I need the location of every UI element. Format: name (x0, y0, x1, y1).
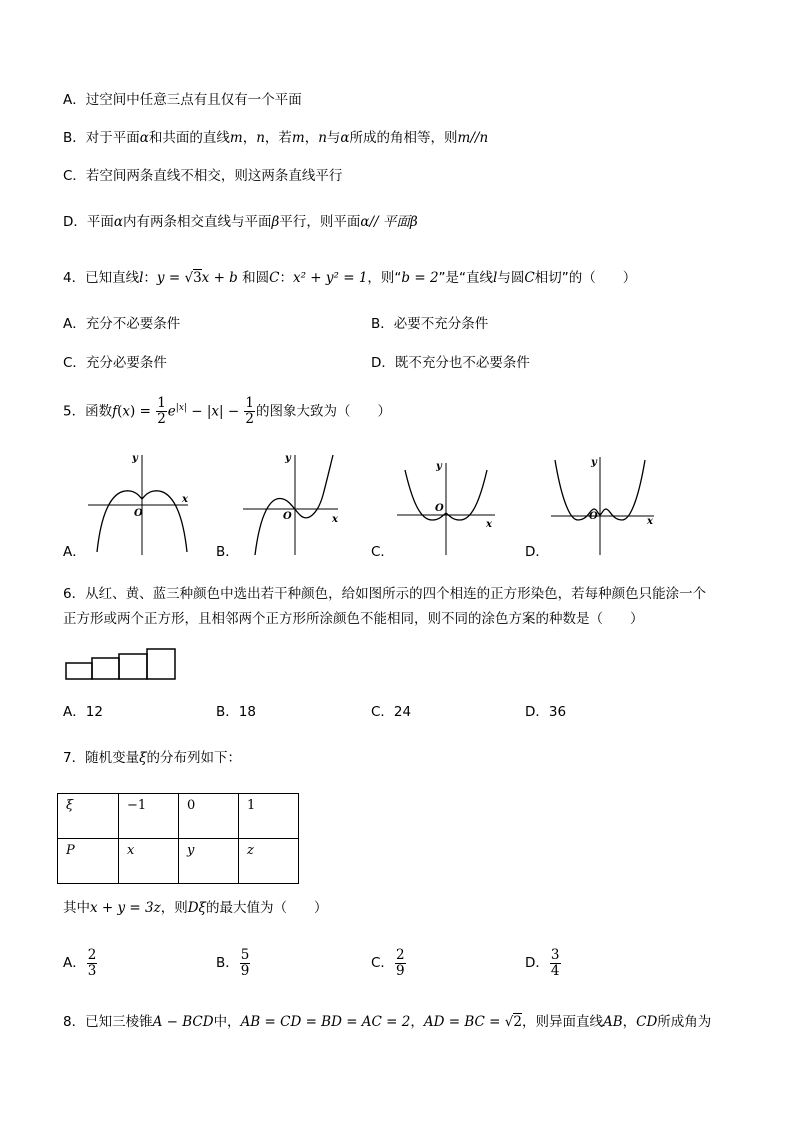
graph-d (551, 457, 654, 555)
q6-option-b: B．18 (216, 704, 256, 720)
graph-c-y-label: y (436, 461, 442, 472)
q7-option-b: B． $\frac{5}{9}$ (216, 946, 250, 979)
q3-option-c: C．若空间两条直线不相交，则这两条直线平行 (63, 168, 343, 184)
square-2 (92, 658, 119, 679)
q5-option-c-label: C． (371, 544, 394, 560)
q5-option-b-label: B． (216, 544, 239, 560)
graph-a-y-label: y (132, 453, 138, 464)
q5-stem: 5．函数f(x) = $\frac{1}{2}$ $e^{|x|} - |x|$ − $\frac{1}{2}$ 的图象大致为（ ） (63, 395, 392, 427)
table-cell: z (239, 839, 299, 884)
graph-c (397, 461, 495, 555)
graph-d-origin: O (589, 511, 598, 522)
graph-a-origin: O (134, 508, 143, 519)
q6-option-c: C．24 (371, 704, 412, 720)
q6-stem-line1: 6．从红、黄、蓝三种颜色中选出若干种颜色，给如图所示的四个相连的正方形染色，若每种颜色只能涂一个 (63, 586, 707, 602)
graph-c-origin: O (435, 503, 444, 514)
square-3 (119, 654, 147, 679)
table-row (58, 839, 299, 884)
q7-option-a: A． $\frac{2}{3}$ (63, 946, 97, 979)
q6-stem-line2: 正方形或两个正方形，且相邻两个正方形所涂颜色不能相同，则不同的涂色方案的种数是（ ） (63, 611, 644, 627)
table-cell: ξ (58, 794, 119, 839)
q3-option-a: A．过空间中任意三点有且仅有一个平面 (63, 92, 302, 108)
square-1 (66, 663, 92, 679)
q7-distribution-table (57, 793, 299, 884)
q7-stem: 7．随机变量ξ的分布列如下： (63, 750, 242, 766)
q4-option-b: B．必要不充分条件 (371, 316, 489, 332)
q4-option-d: D．既不充分也不必要条件 (371, 355, 530, 371)
table-cell: −1 (119, 794, 179, 839)
graph-d-y-label: y (591, 457, 597, 468)
q6-squares-figure (65, 647, 185, 683)
q3-option-d: D．平面α内有两条相交直线与平面β平行，则平面α// 平面β (63, 214, 418, 230)
q4-option-c: C．充分必要条件 (63, 355, 167, 371)
q3-option-b: B．对于平面α和共面的直线m，n，若m，n与α所成的角相等，则m//n (63, 130, 489, 146)
q7-option-c: C． $\frac{2}{9}$ (371, 946, 405, 979)
q6-option-a: A．12 (63, 704, 103, 720)
q4-stem: 4．已知直线l：y = √3x + b 和圆C：x² + y² = 1，则“b = 2”是“直线l与圆C相切”的（ ） (63, 270, 637, 286)
square-4 (147, 649, 175, 679)
table-cell: x (119, 839, 179, 884)
q5-option-d-label: D． (525, 544, 549, 560)
q7-option-d: D． $\frac{3}{4}$ (525, 946, 560, 979)
table-cell: P (58, 839, 119, 884)
table-row (58, 794, 299, 839)
graph-b-x-label: x (332, 514, 338, 525)
q6-option-d: D．36 (525, 704, 567, 720)
q4-option-a: A．充分不必要条件 (63, 316, 181, 332)
graph-b-origin: O (283, 511, 292, 522)
graph-c-x-label: x (486, 519, 492, 530)
graph-a-x-label: x (182, 494, 188, 505)
graph-b-y-label: y (285, 453, 291, 464)
q7-condition: 其中x + y = 3z，则Dξ的最大值为（ ） (63, 900, 328, 916)
table-cell: 1 (239, 794, 299, 839)
table-cell: y (179, 839, 239, 884)
graph-d-x-label: x (647, 516, 653, 527)
q5-graphs (0, 445, 794, 565)
q8-stem: 8．已知三棱锥A − BCD中，AB = CD = BD = AC = 2，AD = BC = √2，则异面直线AB，CD所成角为 (63, 1014, 712, 1030)
graph-a (88, 453, 189, 555)
graph-b (243, 453, 339, 555)
table-cell: 0 (179, 794, 239, 839)
q5-option-a-label: A． (63, 544, 86, 560)
